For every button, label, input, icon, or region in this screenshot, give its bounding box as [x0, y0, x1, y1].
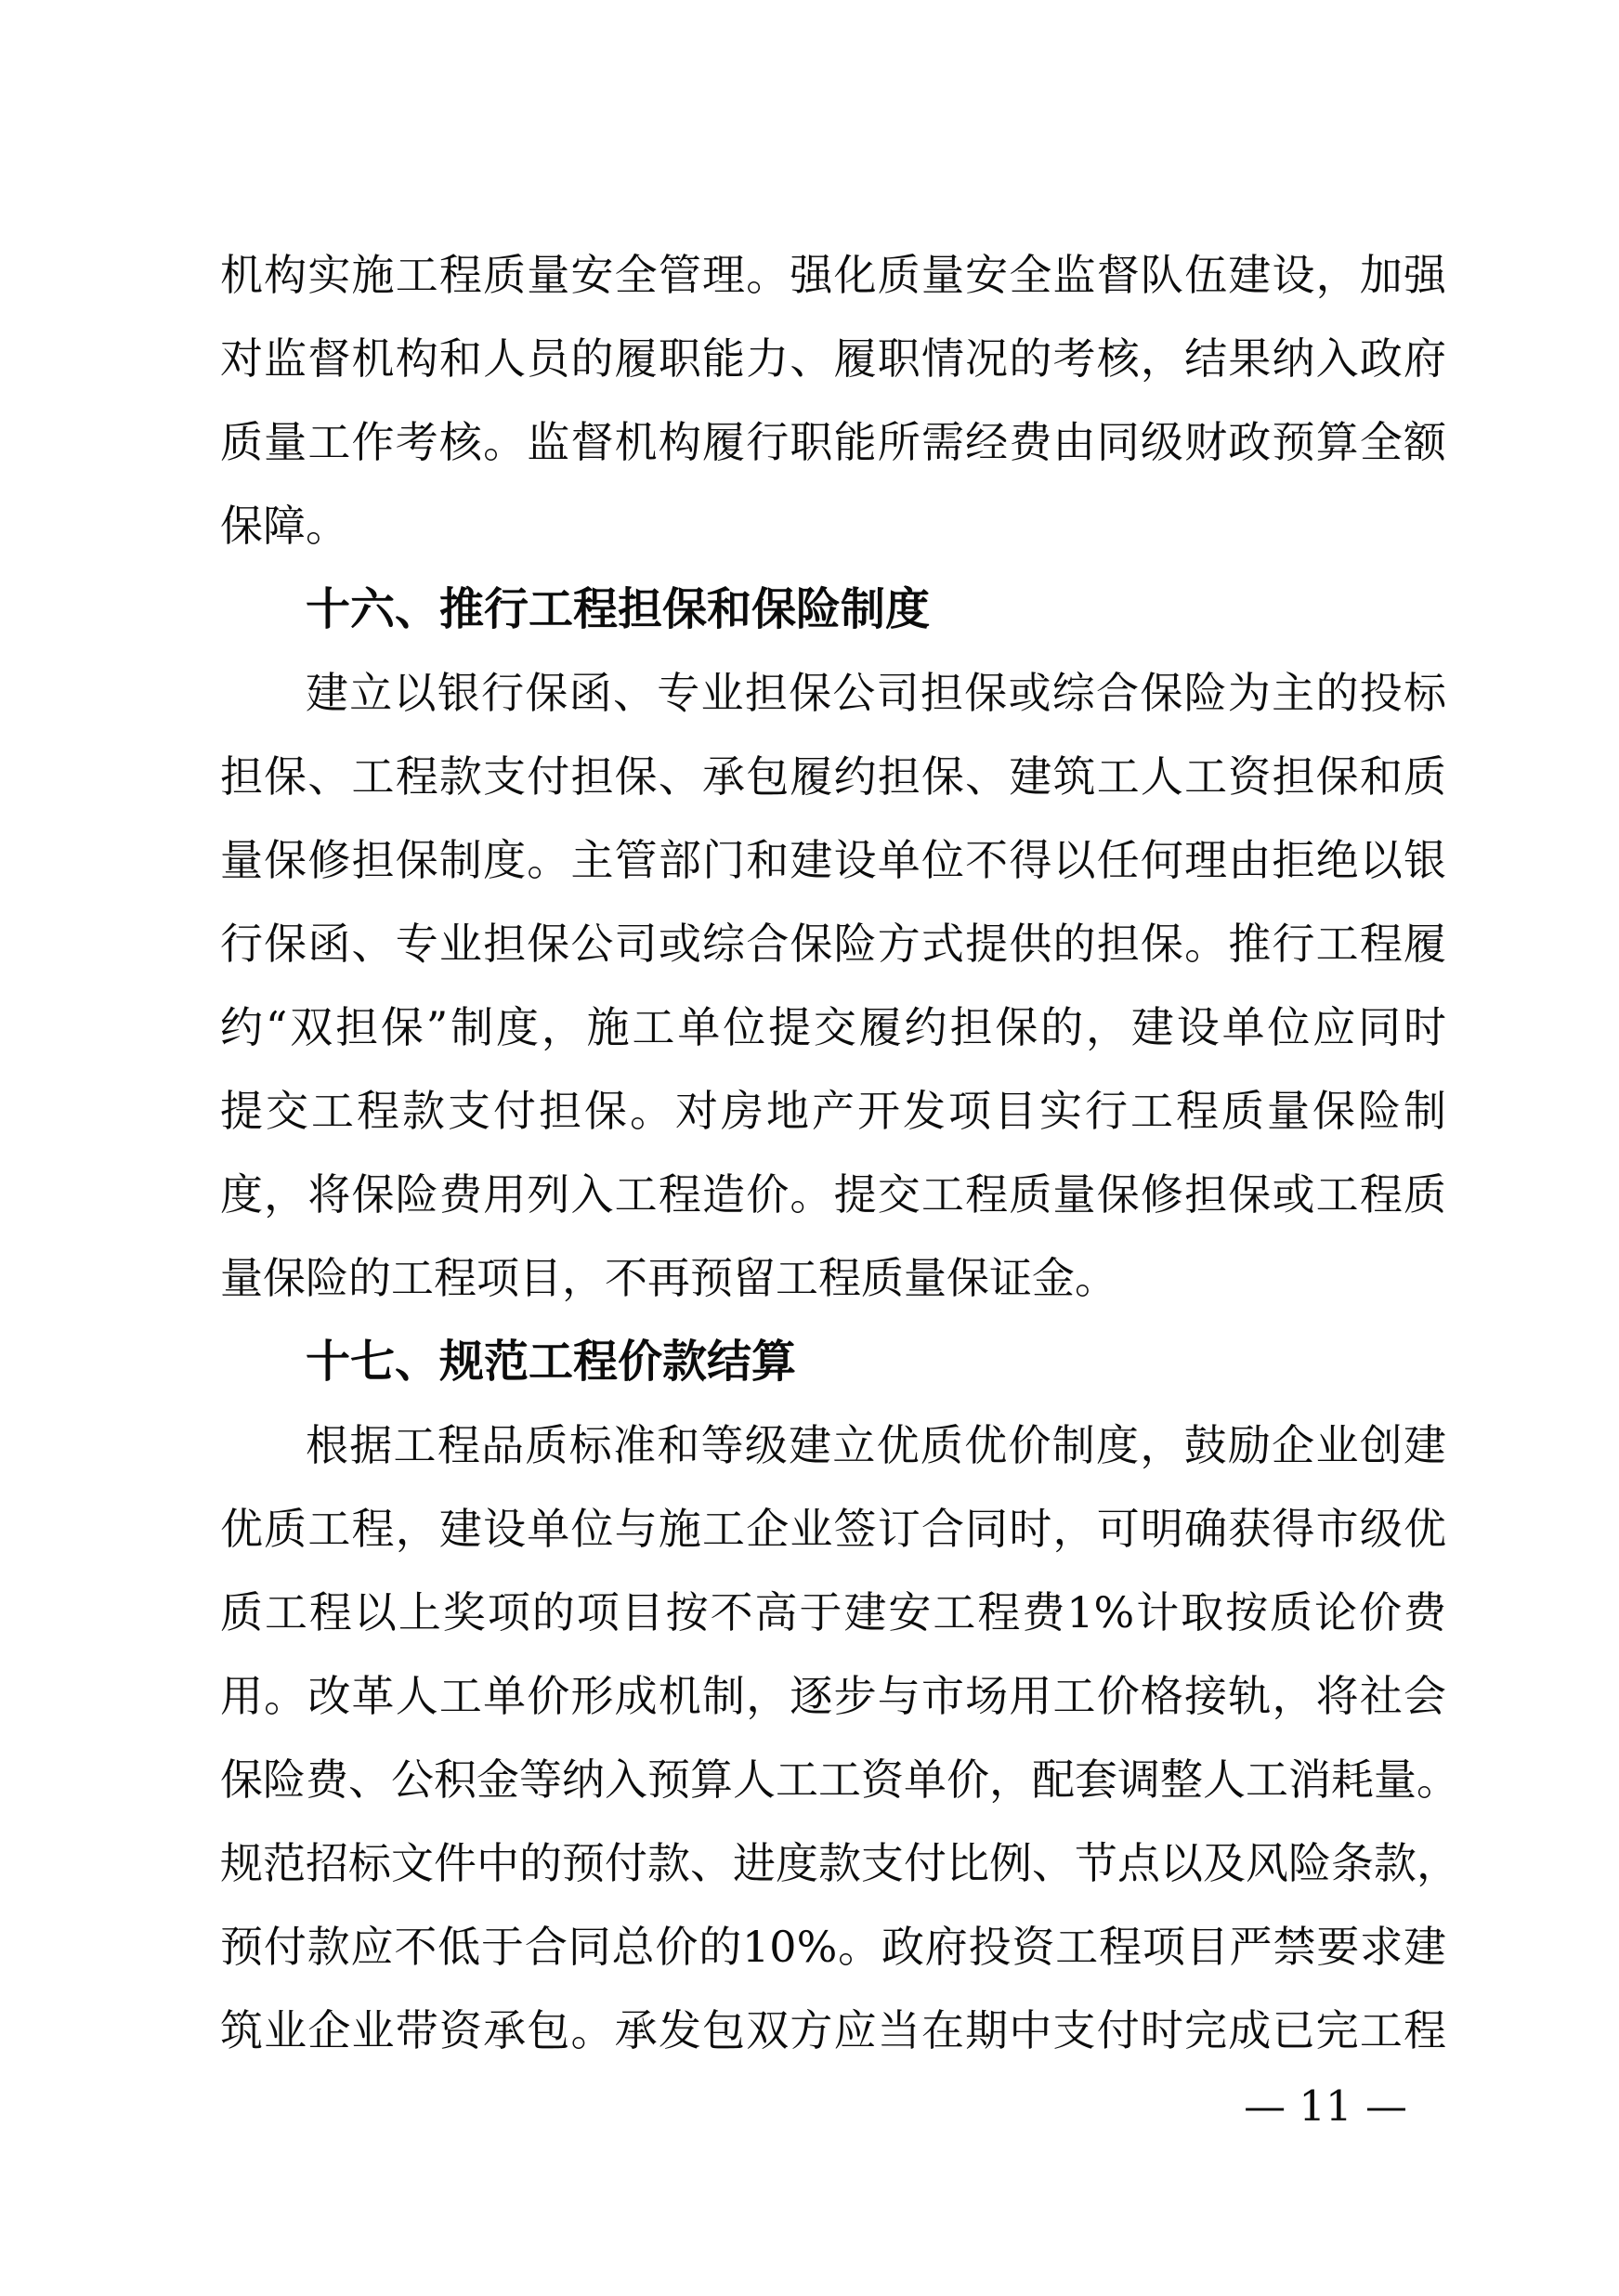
text-line: 优质工程，建设单位与施工企业签订合同时，可明确获得市级优 [220, 1504, 1446, 1554]
page-number: — 11 — [1244, 2081, 1407, 2131]
section-heading: 十七、规范工程价款结算 [306, 1336, 797, 1388]
text-line: 保险费、公积金等纳入预算人工工资单价，配套调整人工消耗量。 [220, 1755, 1459, 1805]
text-line: 建立以银行保函、专业担保公司担保或综合保险为主的投标 [306, 668, 1446, 718]
text-line: 质工程以上奖项的项目按不高于建安工程费1%计取按质论价费 [220, 1587, 1446, 1637]
text-line: 对监督机构和人员的履职能力、履职情况的考核，结果纳入政府 [220, 333, 1446, 384]
document-body [220, 233, 1459, 2072]
text-line: 行保函、专业担保公司或综合保险方式提供的担保。推行工程履 [220, 919, 1446, 969]
text-line: 预付款应不低于合同总价的10%。政府投资工程项目严禁要求建 [220, 1922, 1446, 1972]
text-line: 机构实施工程质量安全管理。强化质量安全监督队伍建设，加强 [220, 250, 1446, 300]
text-line: 量保修担保制度。主管部门和建设单位不得以任何理由拒绝以银 [220, 835, 1446, 885]
section-heading: 十六、推行工程担保和保险制度 [306, 583, 931, 635]
text-line: 度，将保险费用列入工程造价。提交工程质量保修担保或工程质 [220, 1169, 1446, 1220]
text-line: 提交工程款支付担保。对房地产开发项目实行工程质量保险制 [220, 1086, 1446, 1136]
text-line: 质量工作考核。监督机构履行职能所需经费由同级财政预算全额 [220, 417, 1446, 467]
text-line: 规范招标文件中的预付款、进度款支付比例、节点以及风险条款， [220, 1838, 1459, 1888]
text-line: 量保险的工程项目，不再预留工程质量保证金。 [220, 1253, 1117, 1303]
text-line: 筑业企业带资承包。承发包双方应当在期中支付时完成已完工程 [220, 2005, 1446, 2055]
text-line: 保障。 [220, 501, 348, 551]
text-line: 根据工程品质标准和等级建立优质优价制度，鼓励企业创建 [306, 1420, 1446, 1470]
text-line: 用。改革人工单价形成机制，逐步与市场用工价格接轨，将社会 [220, 1671, 1446, 1721]
text-line: 担保、工程款支付担保、承包履约担保、建筑工人工资担保和质 [220, 751, 1446, 802]
text-line: 约“双担保”制度，施工单位提交履约担保的，建设单位应同时 [220, 1002, 1446, 1052]
